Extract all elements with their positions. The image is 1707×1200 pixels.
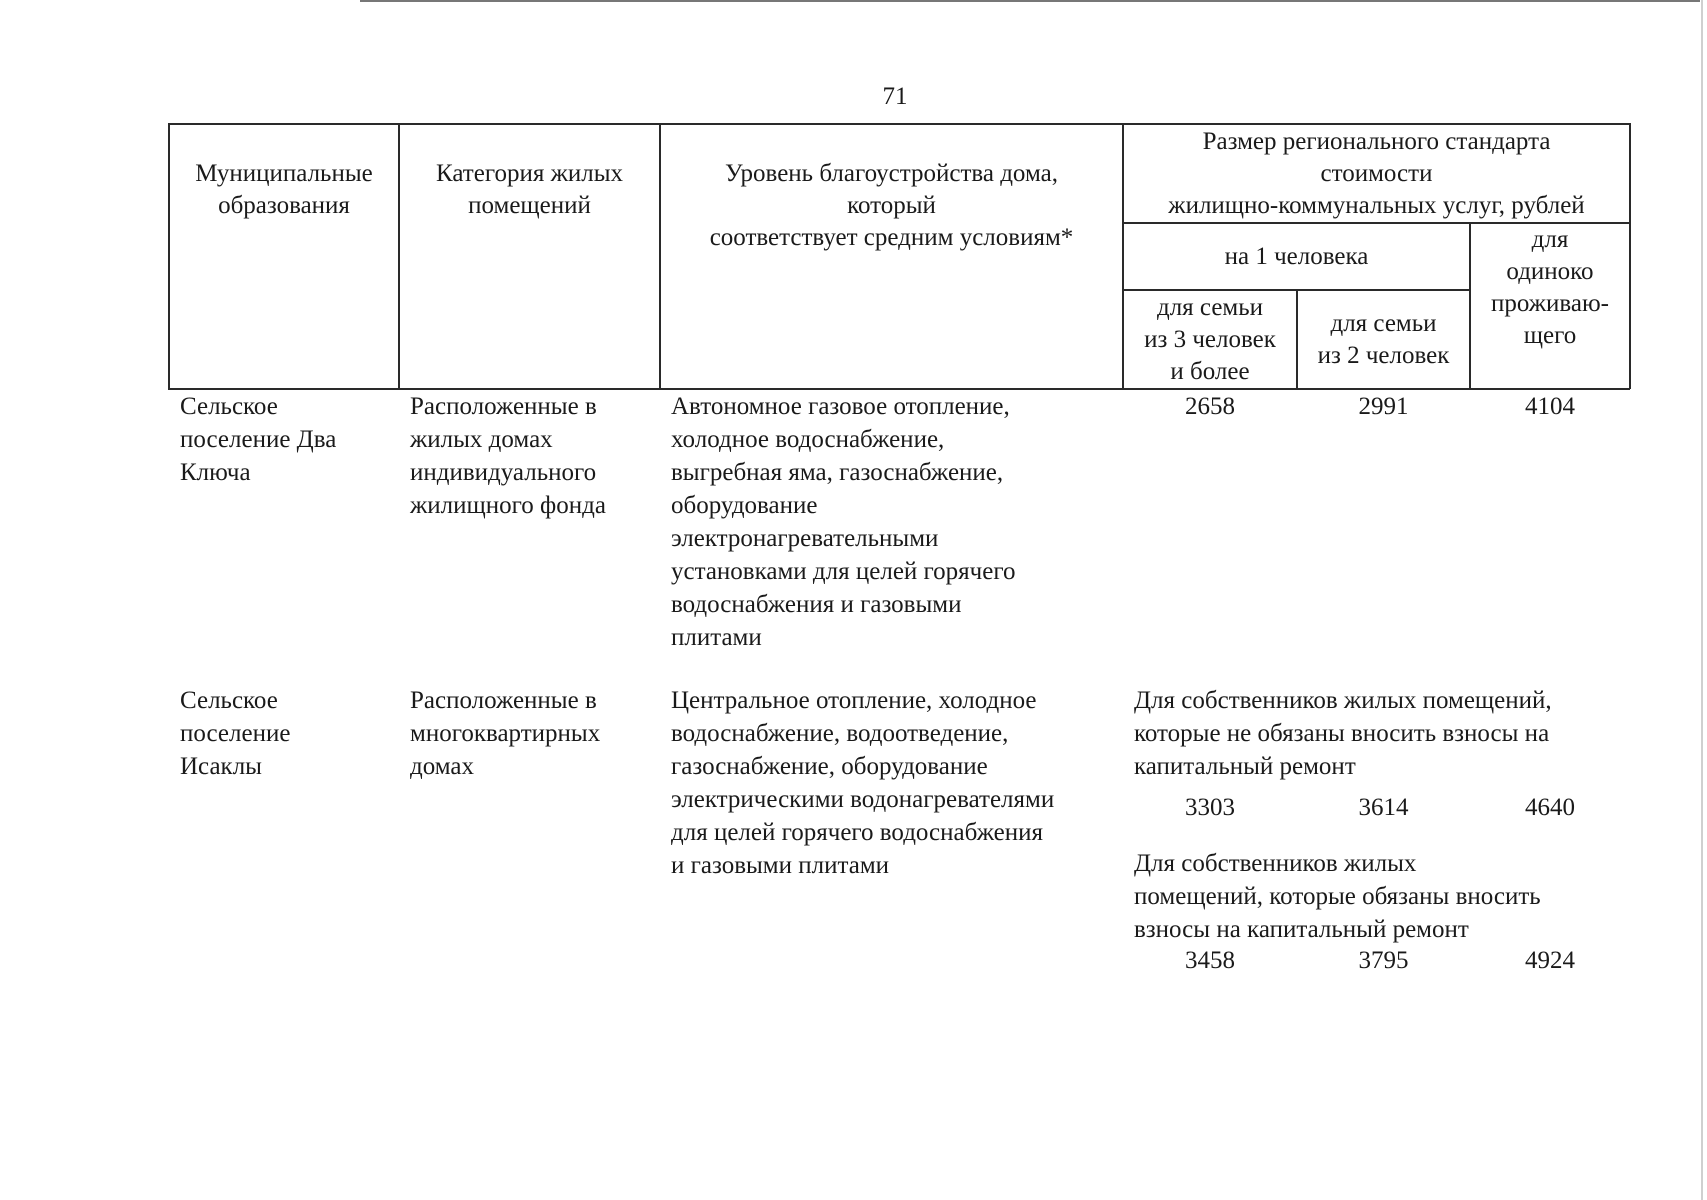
header-improvement-level: Уровень благоустройства дома, который соответствует средним условиям* [709, 160, 1074, 251]
row1-municipality: Сельское поселение Два Ключа [180, 393, 337, 486]
row2-note-with-capital-repair: Для собственников жилых помещений, которые обязаны вносить взносы на капитальный ремонт [1134, 850, 1541, 943]
row1-value-family2: 2991 [1358, 393, 1409, 420]
row2-value2-family3: 3458 [1185, 947, 1235, 974]
row2-value2-single: 4924 [1525, 947, 1575, 974]
scan-border [360, 0, 1700, 2]
page-number: 71 [882, 83, 908, 110]
header-family-2: для семьи из 2 человек [1317, 310, 1450, 369]
row2-value1-family3: 3303 [1185, 794, 1235, 821]
row1-value-family3: 2658 [1185, 393, 1235, 420]
scan-edge [1701, 0, 1703, 1200]
row2-value1-family2: 3614 [1358, 794, 1409, 821]
row1-category: Расположенные в жилых домах индивидуального жилищного фонда [410, 393, 606, 519]
header-category: Категория жилых помещений [436, 160, 623, 219]
header-per-person: на 1 человека [1224, 243, 1369, 270]
row1-improvement-level: Автономное газовое отопление, холодное водоснабжение, выгребная яма, газоснабжение, оборудование электронагревательными установками для целей горячего водоснабжения и газовыми плитами [671, 393, 1016, 651]
row1-value-single: 4104 [1525, 393, 1575, 420]
row2-value1-single: 4640 [1525, 794, 1575, 821]
header-single-resident: для одиноко проживаю- щего [1491, 226, 1609, 349]
row2-improvement-level: Центральное отопление, холодное водоснабжение, водоотведение, газоснабжение, оборудование электрическими водонагревателями для целей горячего водоснабжения и газовыми плитами [671, 687, 1055, 879]
row2-value2-family2: 3795 [1358, 947, 1409, 974]
row2-municipality: Сельское поселение Исаклы [180, 687, 291, 780]
row2-category: Расположенные в многоквартирных домах [410, 687, 601, 780]
row2-note-no-capital-repair: Для собственников жилых помещений, которые не обязаны вносить взносы на капитальный ремонт [1134, 687, 1552, 780]
header-regional-standard: Размер регионального стандарта стоимости жилищно-коммунальных услуг, рублей [1168, 128, 1585, 219]
header-municipality: Муниципальные образования [195, 160, 373, 219]
header-family-3: для семьи из 3 человек и более [1144, 294, 1276, 385]
